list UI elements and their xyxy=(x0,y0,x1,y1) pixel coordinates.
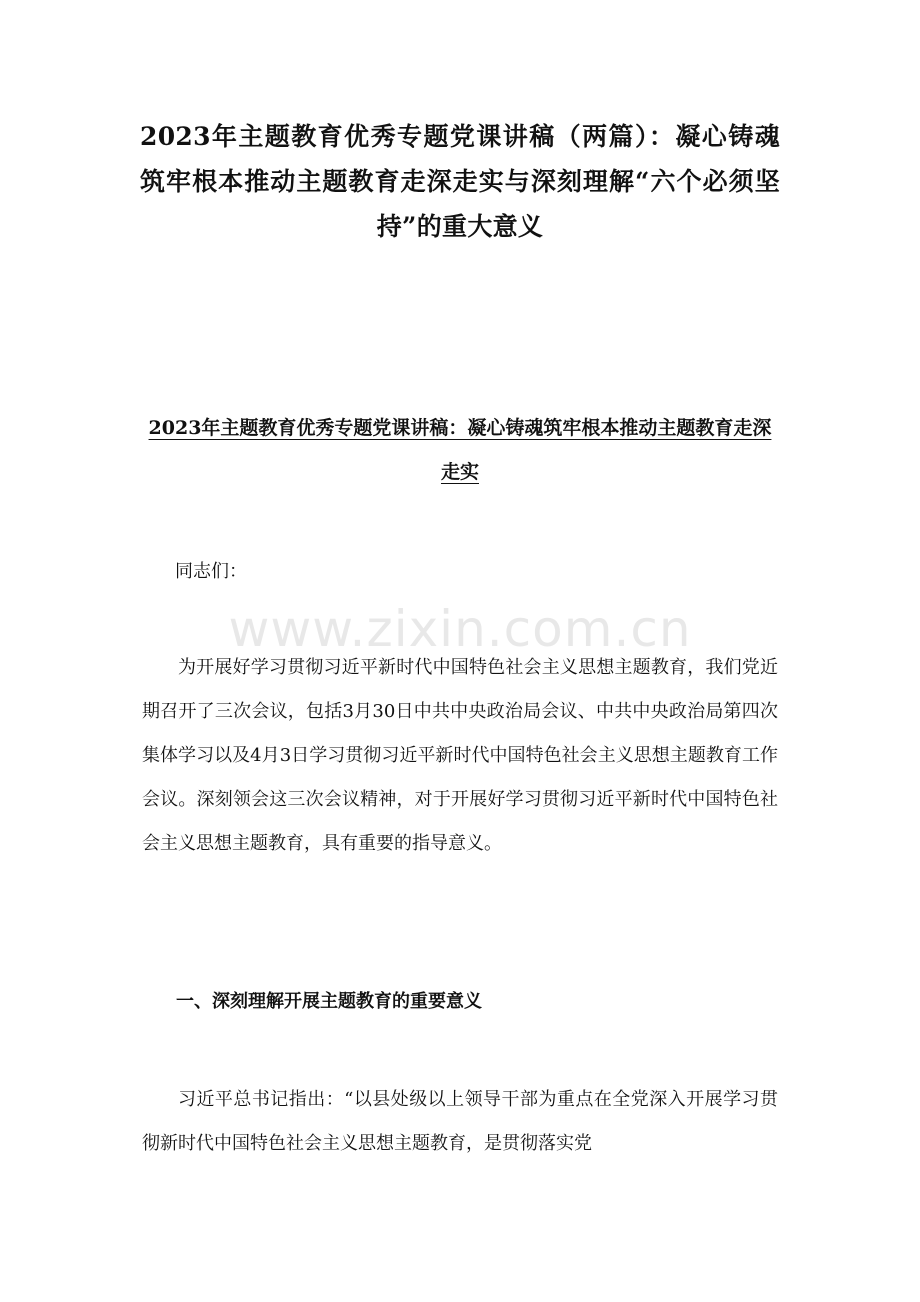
speech-subtitle: 2023年主题教育优秀专题党课讲稿：凝心铸魂筑牢根本推动主题教育走深走实 xyxy=(148,417,772,483)
body-paragraph-1: 为开展好学习贯彻习近平新时代中国特色社会主义思想主题教育，我们党近期召开了三次会议，包括3月30日中共中央政治局会议、中共中央政治局第四次集体学习以及4月3日学习贯彻习近平新时代中国特色社会主义思想主题教育工作会议。深刻领会这三次会议精神，对于开展好学习贯彻习近平新时代中国特色社会主义思想主题教育，具有重要的指导意义。 xyxy=(142,657,778,854)
salutation: 同志们： xyxy=(175,561,247,582)
section-heading-1: 一、深刻理解开展主题教育的重要意义 xyxy=(176,991,482,1012)
watermark: www.zixin.com.cn xyxy=(228,600,692,658)
body-paragraph-2: 习近平总书记指出：“以县处级以上领导干部为重点在全党深入开展学习贯彻新时代中国特色社会主义思想主题教育，是贯彻落实党 xyxy=(142,1089,778,1154)
document-title: 2023年主题教育优秀专题党课讲稿（两篇）：凝心铸魂筑牢根本推动主题教育走深走实与深刻理解“六个必须坚持”的重大意义 xyxy=(140,122,780,241)
